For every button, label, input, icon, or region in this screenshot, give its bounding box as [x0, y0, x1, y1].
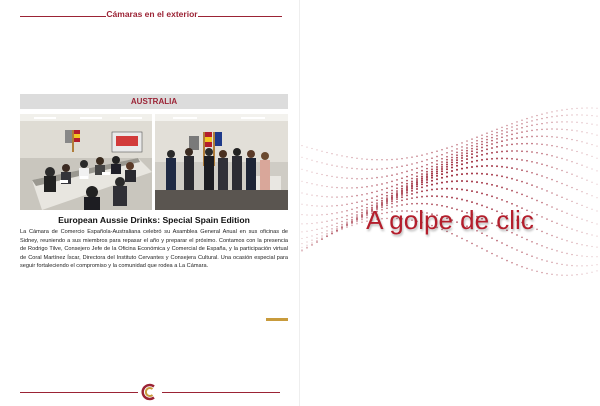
header-rule-left: [20, 16, 106, 17]
article-accent-bar: [266, 318, 288, 321]
dotted-wave-graphic: [300, 95, 600, 295]
article-body: La Cámara de Comercio Española-Australiana celebró su Asamblea General Anual en sus oficinas de Sidney, reuniendo a sus miembros para repasar el año y preparar el próximo. Contamos con la presencia de Rodrigo Tilve, Consejero Jefe de la Oficina Económica y Comercial de España, y la participación virtual de Coral Martínez Íscar, Directora del Instituto Cervantes y Consejera Cultural. Una ocasión especial para seguir fortaleciendo el compromiso y la comunidad que rodea a La Cámara.: [20, 229, 288, 270]
section-title: Cámaras en el exterior: [106, 9, 198, 19]
country-label: AUSTRALIA: [20, 94, 288, 109]
right-page: [300, 0, 600, 406]
article-title: European Aussie Drinks: Special Spain Edition: [58, 215, 250, 225]
meeting-room-photo: [20, 114, 152, 210]
header-rule-right: [198, 16, 282, 17]
footer-rule-right: [162, 392, 280, 393]
feature-title: A golpe de clic: [366, 205, 534, 235]
group-photo: [155, 114, 288, 210]
footer-rule-left: [20, 392, 138, 393]
chamber-logo-icon: [141, 383, 159, 401]
